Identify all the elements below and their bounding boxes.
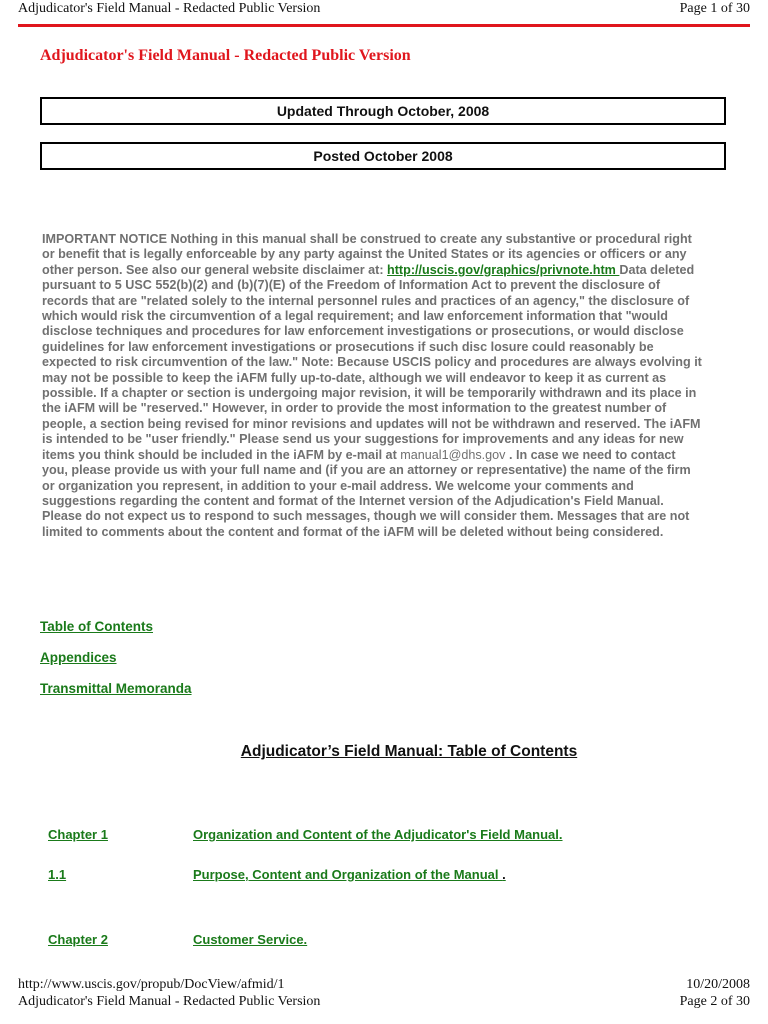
header-divider: [18, 24, 750, 27]
notice-text-1: IMPORTANT NOTICE Nothing in this manual shall be construed to create any substantive or procedural right or benefit that is legally enforceable by any party against the United States or its agencies or officers or any other person. See also our general website disclaimer at:: [42, 232, 692, 277]
toc-title-link[interactable]: Organization and Content of the Adjudicator's Field Manual.: [193, 827, 563, 842]
footer-url: http://www.uscis.gov/propub/DocView/afmid/1: [18, 977, 285, 992]
toc-title-suffix: .: [502, 867, 506, 882]
footer-date: 10/20/2008: [686, 977, 750, 992]
footer-title: Adjudicator's Field Manual - Redacted Public Version: [18, 994, 321, 1009]
toc-section-link[interactable]: 1.1: [48, 867, 67, 882]
toc-title-link[interactable]: Customer Service.: [193, 932, 308, 947]
toc-title-link[interactable]: Purpose, Content and Organization of the Manual: [193, 867, 503, 882]
page-header: [18, 0, 750, 22]
table-of-contents-link[interactable]: Table of Contents: [40, 619, 153, 634]
disclaimer-link[interactable]: http://uscis.gov/graphics/privnote.htm: [387, 262, 620, 277]
updated-box: Updated Through October, 2008: [40, 97, 726, 125]
notice-text-3: . In case we need to contact you, please provide us with your full name and (if you are an attorney or representative) the name of the firm or organization you represent, in addition to your e-mail address. We welcome your comments and suggestions regarding the content and format of the Internet version of the Adjudication's Field Manual. Please do not expect us to respond to such messages, though we will consider them. Messages that are not limited to comments about the content and format of the iAFM will be deleted without being considered.: [42, 447, 691, 539]
appendices-link[interactable]: Appendices: [40, 650, 117, 665]
header-page-number: Page 1 of 30: [679, 1, 750, 16]
toc-chapter-link[interactable]: Chapter 2: [48, 932, 108, 947]
toc-heading: Adjudicator’s Field Manual: Table of Contents: [240, 743, 578, 760]
contact-email: manual1@dhs.gov: [400, 447, 506, 462]
toc-chapter-link[interactable]: Chapter 1: [48, 827, 108, 842]
important-notice: [42, 232, 702, 540]
transmittal-memoranda-link[interactable]: Transmittal Memoranda: [40, 681, 192, 696]
footer-page-number: Page 2 of 30: [679, 994, 750, 1009]
posted-box: Posted October 2008: [40, 142, 726, 170]
document-title: Adjudicator's Field Manual - Redacted Public Version: [40, 47, 411, 64]
header-title: Adjudicator's Field Manual - Redacted Public Version: [18, 1, 321, 16]
notice-text-2: Data deleted pursuant to 5 USC 552(b)(2) and (b)(7)(E) of the Freedom of Information Act to prevent the disclosure of records that are "related solely to the internal personnel rules and practices of an agency," the disclosure of which would risk the circumvention of a legal requirement; and law enforcement information that "would disclose techniques and procedures for law enforcement investigations or prosecutions, or would disclose guidelines for law enforcement investigations or prosecutions if such disc losure could reasonably be expected to risk circumvention of the law." Note: Because USCIS policy and procedures are always evolving it may not be possible to keep the iAFM fully up-to-date, although we will endeavor to keep it as current as possible. If a chapter or section is undergoing major revision, it will be temporarily withdrawn and its place in the iAFM will be "reserved." However, in order to provide the most information to the greatest number of people, a section being revised for minor revisions and updates will not be withdrawn and reserved. The iAFM is intended to be "user friendly." Please send us your suggestions for improvements and any ideas for new items you think should be included in the iAFM by e-mail at: [42, 262, 702, 462]
